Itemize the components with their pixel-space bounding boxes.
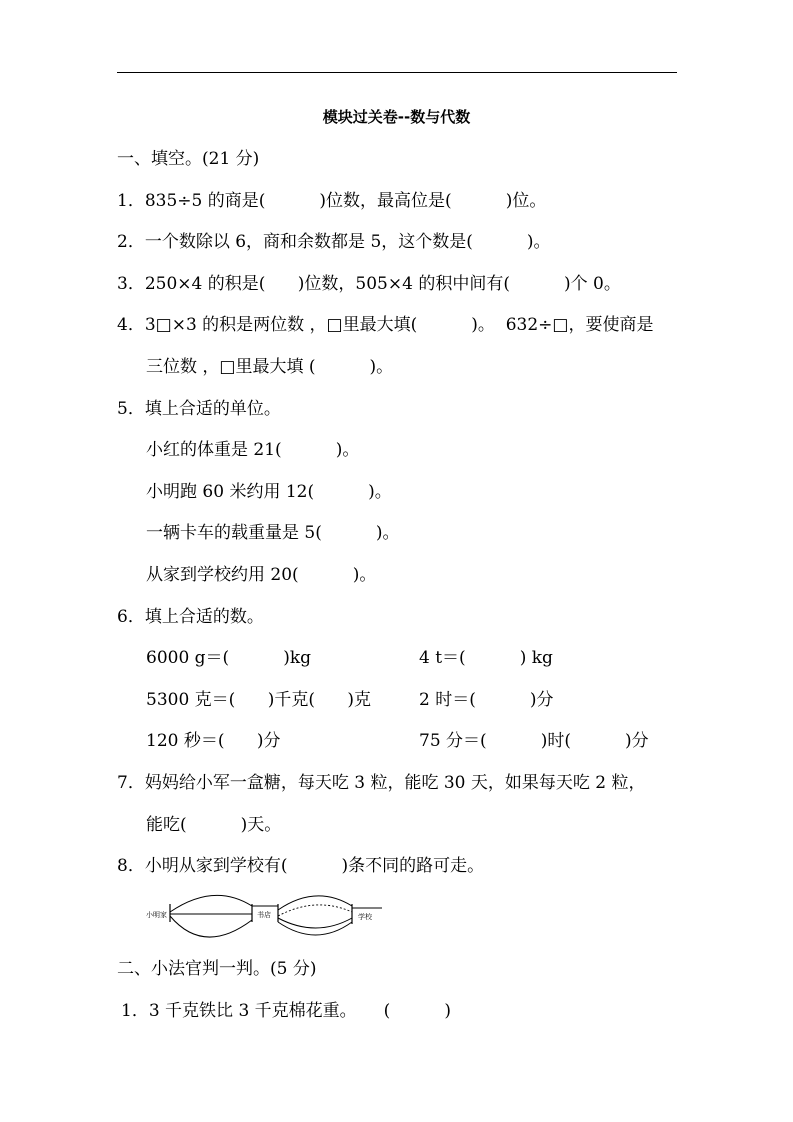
question-5-item: 一辆卡车的载重量是 5( )。 [146, 523, 400, 543]
question-6-right: 2 时＝( )分 [419, 690, 554, 710]
question-6-left: 120 秒＝( )分 [146, 731, 281, 751]
question-6-right: 4 t＝( ) kg [419, 648, 553, 668]
question-6-left: 5300 克＝( )千克( )克 [146, 690, 372, 710]
route-path [170, 916, 252, 937]
question-2: 2．一个数除以 6，商和余数都是 5，这个数是( )。 [117, 232, 551, 252]
question-3: 3．250×4 的积是( )位数，505×4 的积中间有( )个 0。 [117, 274, 621, 294]
route-diagram [144, 890, 386, 942]
question-5-item: 从家到学校约用 20( )。 [146, 565, 377, 585]
top-rule [117, 72, 677, 73]
question-1: 1．835÷5 的商是( )位数，最高位是( )位。 [117, 191, 547, 211]
question-5-item: 小红的体重是 21( )。 [146, 440, 360, 460]
shop-label: 书店 [257, 911, 271, 919]
question-5-title: 5．填上合适的单位。 [117, 399, 281, 419]
page-title: 模块过关卷--数与代数 [322, 108, 471, 126]
question-4-line1: 4．3□×3 的积是两位数 ，□里最大填( )。 632÷□，要使商是 [117, 315, 654, 335]
question-5-item: 小明跑 60 米约用 12( )。 [146, 482, 392, 502]
question-8: 8．小明从家到学校有( )条不同的路可走。 [117, 856, 485, 876]
question-6-title: 6．填上合适的数。 [117, 607, 264, 627]
question-4-line2: 三位数 ，□里最大填 ( )。 [146, 357, 394, 377]
question-6-left: 6000 g＝( )kg [146, 648, 312, 668]
route-path [278, 918, 352, 928]
route-path [278, 905, 352, 916]
route-path [170, 895, 252, 912]
school-label: 学校 [358, 913, 372, 921]
home-label: 小明家 [146, 911, 167, 919]
judge-question-1: 1．3 千克铁比 3 千克棉花重。 ( ) [121, 1001, 451, 1021]
section2-heading: 二、小法官判一判。(5 分) [117, 959, 317, 979]
question-7-line2: 能吃( )天。 [146, 815, 282, 835]
question-6-right: 75 分＝( )时( )分 [419, 731, 649, 751]
question-7-line1: 7．妈妈给小军一盒糖，每天吃 3 粒，能吃 30 天，如果每天吃 2 粒， [117, 773, 646, 793]
section1-heading: 一、填空。(21 分) [117, 149, 260, 169]
